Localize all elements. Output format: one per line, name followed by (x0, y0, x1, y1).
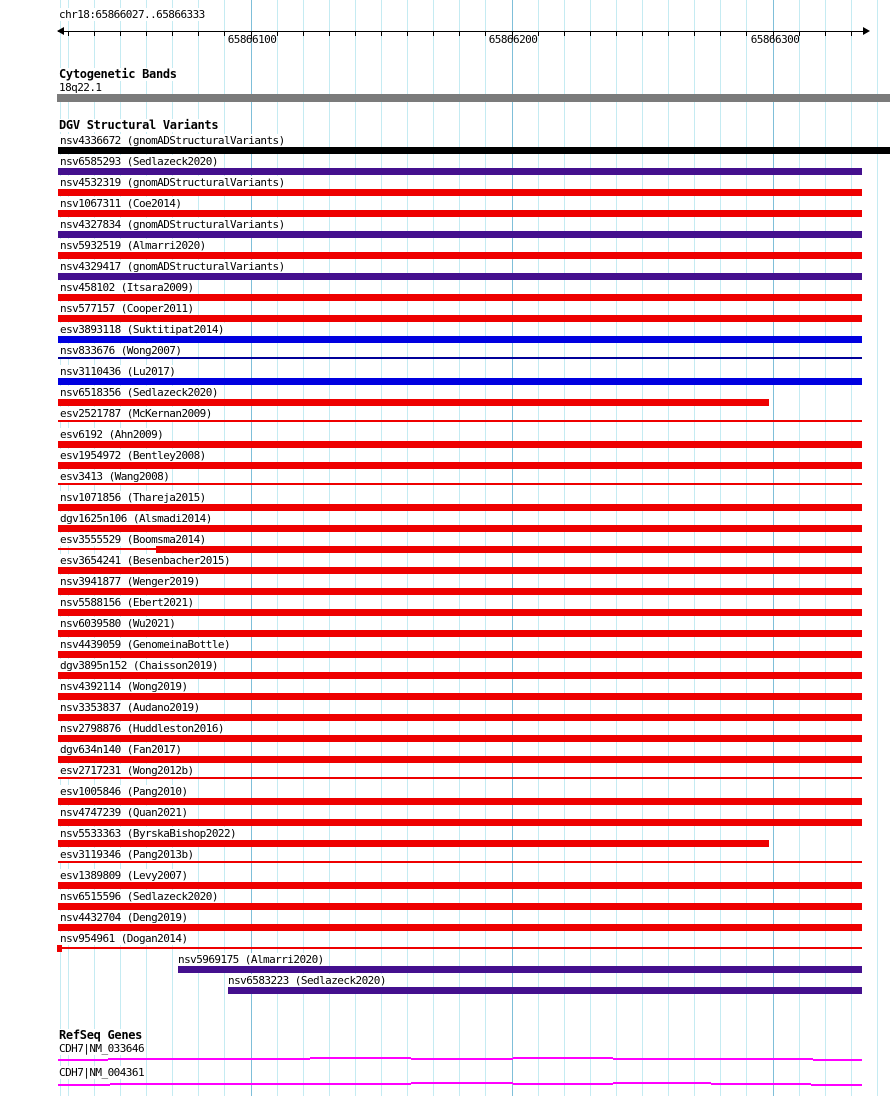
variant-line[interactable] (58, 548, 156, 550)
variant-bar[interactable] (58, 462, 862, 469)
variant-label[interactable]: esv3893118 (Suktitipat2014) (60, 323, 224, 336)
variant-label[interactable]: nsv3110436 (Lu2017) (60, 365, 176, 378)
ruler-tick-label: 65866300 (750, 33, 800, 46)
variant-bar[interactable] (58, 525, 862, 532)
variant-label[interactable]: nsv6583223 (Sedlazeck2020) (228, 974, 386, 987)
variant-line[interactable] (62, 947, 862, 949)
ruler-line (58, 31, 864, 32)
ruler-tick-label: 65866200 (488, 33, 538, 46)
ruler-minor-tick (642, 31, 643, 36)
ruler-minor-tick (146, 31, 147, 36)
variant-bar[interactable] (58, 210, 862, 217)
variant-label[interactable]: nsv5932519 (Almarri2020) (60, 239, 206, 252)
variant-label[interactable]: dgv3895n152 (Chaisson2019) (60, 659, 218, 672)
variant-bar[interactable] (58, 147, 890, 154)
variant-bar[interactable] (228, 987, 862, 994)
variant-bar[interactable] (58, 756, 862, 763)
variant-bar[interactable] (58, 567, 862, 574)
variant-label[interactable]: nsv833676 (Wong2007) (60, 344, 182, 357)
variant-bar[interactable] (58, 315, 862, 322)
ruler-minor-tick (198, 31, 199, 36)
variant-label[interactable]: esv1954972 (Bentley2008) (60, 449, 206, 462)
gene-line-segment[interactable] (58, 1059, 108, 1061)
gene-line-segment[interactable] (613, 1058, 713, 1060)
variant-label[interactable]: esv3119346 (Pang2013b) (60, 848, 194, 861)
cytoband-label[interactable]: 18q22.1 (59, 81, 102, 94)
variant-line[interactable] (58, 357, 862, 359)
variant-bar[interactable] (58, 294, 862, 301)
gene-label[interactable]: CDH7|NM_033646 (59, 1042, 145, 1055)
variant-bar[interactable] (156, 546, 862, 553)
variant-label[interactable]: nsv577157 (Cooper2011) (60, 302, 194, 315)
variant-label[interactable]: nsv5533363 (ByrskaBishop2022) (60, 827, 237, 840)
ruler-minor-tick (616, 31, 617, 36)
gene-line-segment[interactable] (411, 1082, 513, 1084)
variant-bar[interactable] (58, 924, 862, 931)
variant-bar[interactable] (58, 735, 862, 742)
ruler-minor-tick (538, 31, 539, 36)
variant-bar[interactable] (58, 672, 862, 679)
refseq-track-title: RefSeq Genes (59, 1028, 143, 1042)
variant-bar[interactable] (58, 504, 862, 511)
gene-line-segment[interactable] (207, 1058, 310, 1060)
variant-bar[interactable] (58, 378, 862, 385)
variant-bar[interactable] (58, 273, 862, 280)
variant-bar[interactable] (178, 966, 862, 973)
ruler-minor-tick (590, 31, 591, 36)
variant-bar[interactable] (58, 609, 862, 616)
gene-line-segment[interactable] (110, 1083, 210, 1085)
variant-bar[interactable] (58, 630, 862, 637)
variant-label[interactable]: esv2717231 (Wong2012b) (60, 764, 194, 777)
variant-label[interactable]: nsv4432704 (Deng2019) (60, 911, 188, 924)
position-label: chr18:65866027..65866333 (59, 8, 205, 21)
variant-bar[interactable] (58, 819, 862, 826)
variant-label[interactable]: nsv3941877 (Wenger2019) (60, 575, 200, 588)
ruler-minor-tick (564, 31, 565, 36)
variant-label[interactable]: nsv6518356 (Sedlazeck2020) (60, 386, 218, 399)
ruler-minor-tick (825, 31, 826, 36)
variant-bar[interactable] (58, 714, 862, 721)
variant-label[interactable]: nsv5969175 (Almarri2020) (178, 953, 324, 966)
variant-bar[interactable] (58, 399, 769, 406)
ruler-minor-tick (381, 31, 382, 36)
gene-line-segment[interactable] (811, 1084, 862, 1086)
variant-bar[interactable] (58, 168, 862, 175)
gene-line-segment[interactable] (108, 1058, 207, 1060)
ruler-minor-tick (303, 31, 304, 36)
variant-label[interactable]: nsv4392114 (Wong2019) (60, 680, 188, 693)
variant-label[interactable]: dgv1625n106 (Alsmadi2014) (60, 512, 212, 525)
variant-bar[interactable] (58, 189, 862, 196)
variant-bar[interactable] (58, 231, 862, 238)
variant-bar[interactable] (58, 252, 862, 259)
dgv-track-title: DGV Structural Variants (59, 118, 219, 132)
gene-line-segment[interactable] (210, 1083, 411, 1085)
variant-label[interactable]: nsv1067311 (Coe2014) (60, 197, 182, 210)
ruler-minor-tick (720, 31, 721, 36)
gene-line-segment[interactable] (613, 1082, 711, 1084)
ruler-minor-tick (485, 31, 486, 36)
variant-line[interactable] (58, 861, 862, 863)
ruler-minor-tick (94, 31, 95, 36)
ruler-minor-tick (668, 31, 669, 36)
variant-label[interactable]: dgv634n140 (Fan2017) (60, 743, 182, 756)
ruler-minor-tick (694, 31, 695, 36)
ruler-minor-tick (407, 31, 408, 36)
variant-label[interactable]: nsv954961 (Dogan2014) (60, 932, 188, 945)
variant-label[interactable]: esv1389809 (Levy2007) (60, 869, 188, 882)
variant-label[interactable]: nsv458102 (Itsara2009) (60, 281, 194, 294)
ruler-left-arrow-icon (53, 27, 64, 35)
ruler-minor-tick (329, 31, 330, 36)
gene-line-segment[interactable] (711, 1083, 811, 1085)
variant-line[interactable] (58, 420, 862, 422)
variant-bar[interactable] (58, 903, 862, 910)
variant-label[interactable]: esv2521787 (McKernan2009) (60, 407, 212, 420)
variant-label[interactable]: nsv2798876 (Huddleston2016) (60, 722, 224, 735)
gene-line-segment[interactable] (58, 1084, 110, 1086)
gene-line-segment[interactable] (411, 1058, 513, 1060)
variant-label[interactable]: esv3413 (Wang2008) (60, 470, 170, 483)
variant-line[interactable] (58, 483, 862, 485)
ruler-minor-tick (851, 31, 852, 36)
variant-label[interactable]: nsv1071856 (Thareja2015) (60, 491, 206, 504)
ruler-minor-tick (172, 31, 173, 36)
ruler-right-arrow-icon (863, 27, 874, 35)
variant-bar[interactable] (58, 651, 862, 658)
gene-line-segment[interactable] (813, 1059, 862, 1061)
ruler-minor-tick (459, 31, 460, 36)
ruler-minor-tick (277, 31, 278, 36)
cytoband-bar[interactable] (57, 94, 890, 102)
variant-label[interactable]: esv3654241 (Besenbacher2015) (60, 554, 231, 567)
variant-label[interactable]: nsv6039580 (Wu2021) (60, 617, 176, 630)
ruler-minor-tick (224, 31, 225, 36)
variant-label[interactable]: esv1005846 (Pang2010) (60, 785, 188, 798)
variant-label[interactable]: nsv4327834 (gnomADStructuralVariants) (60, 218, 285, 231)
variant-label[interactable]: nsv4329417 (gnomADStructuralVariants) (60, 260, 285, 273)
variant-label[interactable]: nsv4747239 (Quan2021) (60, 806, 188, 819)
gene-line-segment[interactable] (713, 1058, 813, 1060)
gridline (877, 0, 878, 1096)
variant-bar[interactable] (58, 441, 862, 448)
ruler-minor-tick (433, 31, 434, 36)
variant-label[interactable]: nsv3353837 (Audano2019) (60, 701, 200, 714)
variant-bar[interactable] (58, 798, 862, 805)
variant-bar[interactable] (58, 840, 769, 847)
variant-label[interactable]: nsv4336672 (gnomADStructuralVariants) (60, 134, 285, 147)
gene-line-segment[interactable] (310, 1057, 411, 1059)
variant-label[interactable]: nsv4532319 (gnomADStructuralVariants) (60, 176, 285, 189)
variant-label[interactable]: nsv5588156 (Ebert2021) (60, 596, 194, 609)
variant-label[interactable]: esv6192 (Ahn2009) (60, 428, 164, 441)
ruler-minor-tick (68, 31, 69, 36)
ruler-tick-label: 65866100 (227, 33, 277, 46)
variant-label[interactable]: esv3555529 (Boomsma2014) (60, 533, 206, 546)
ruler-minor-tick (355, 31, 356, 36)
variant-bar[interactable] (58, 588, 862, 595)
variant-label[interactable]: nsv4439059 (GenomeinaBottle) (60, 638, 231, 651)
variant-bar[interactable] (58, 882, 862, 889)
gene-line-segment[interactable] (513, 1083, 613, 1085)
variant-label[interactable]: nsv6585293 (Sedlazeck2020) (60, 155, 218, 168)
variant-bar[interactable] (58, 693, 862, 700)
gene-label[interactable]: CDH7|NM_004361 (59, 1066, 145, 1079)
ruler-minor-tick (746, 31, 747, 36)
ruler-minor-tick (120, 31, 121, 36)
gene-line-segment[interactable] (513, 1057, 613, 1059)
variant-label[interactable]: nsv6515596 (Sedlazeck2020) (60, 890, 218, 903)
variant-bar[interactable] (58, 336, 862, 343)
cytogenetic-bands-title: Cytogenetic Bands (59, 67, 177, 81)
variant-line[interactable] (58, 777, 862, 779)
